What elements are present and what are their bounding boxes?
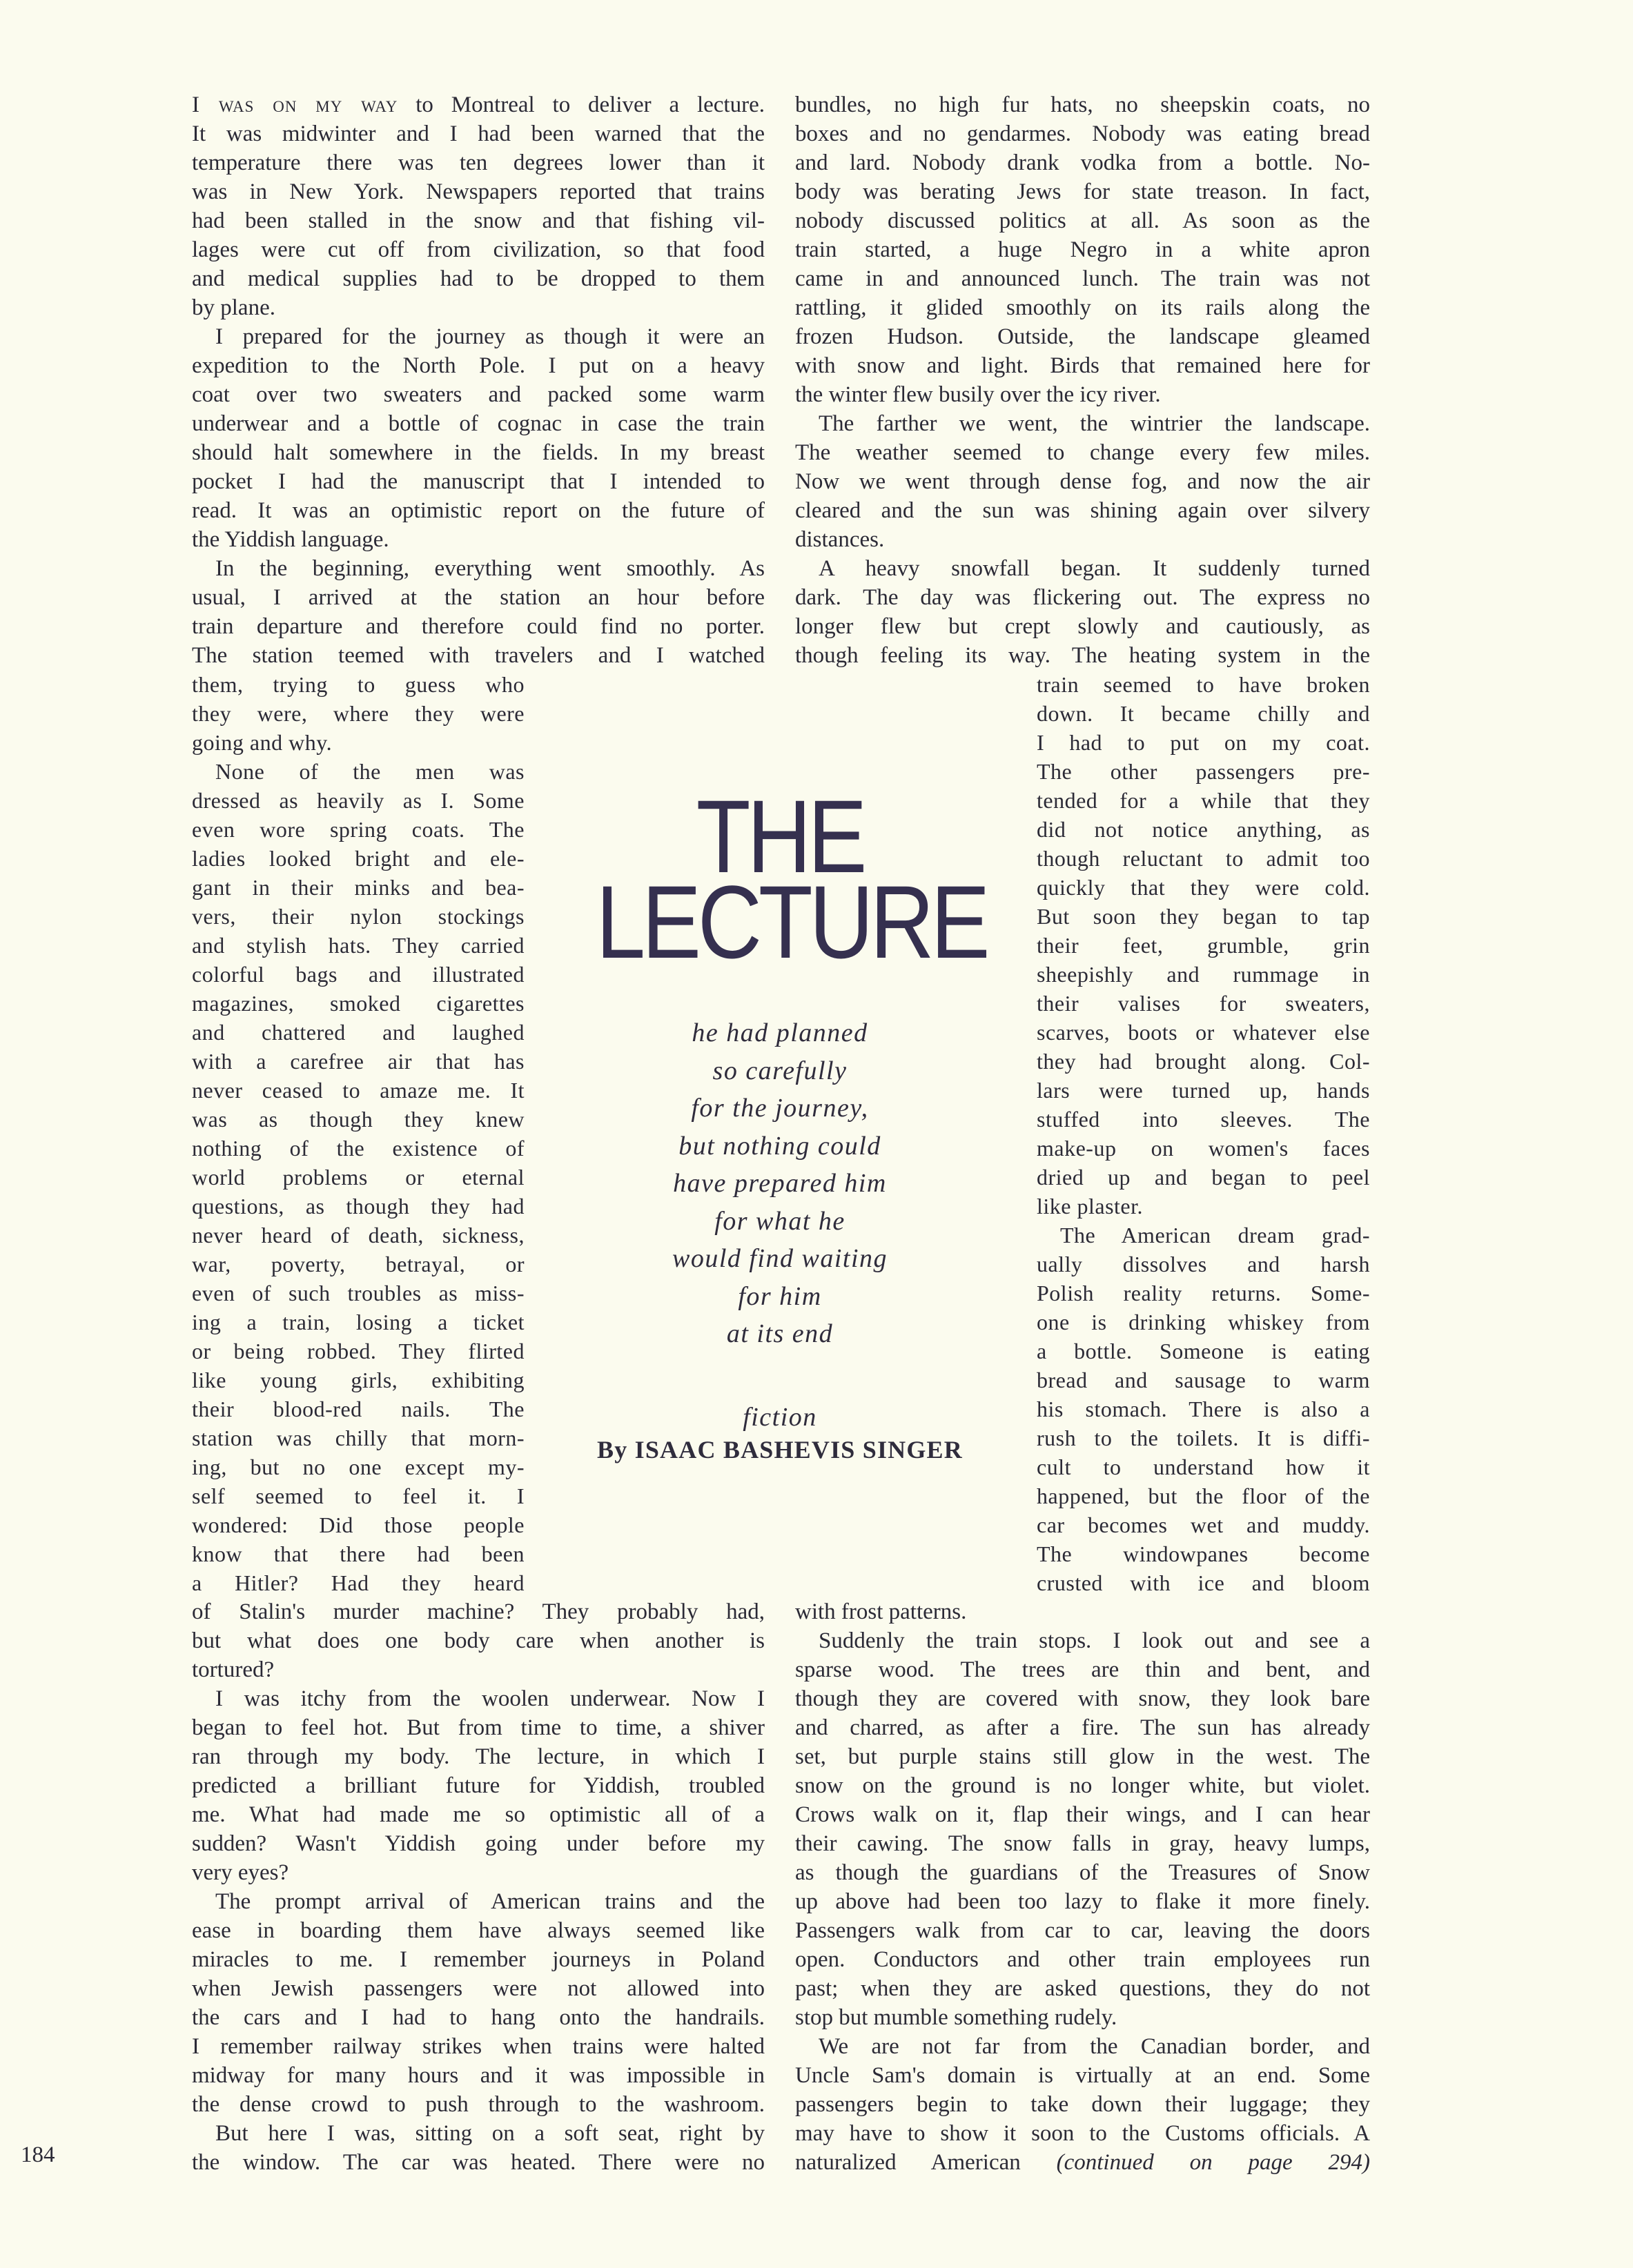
text-line: their feet, grumble, grin	[1037, 933, 1370, 958]
text-line: up above had been too lazy to flake it more finely.	[795, 1889, 1370, 1914]
text-line: set, but purple stains still glow in the west. The	[795, 1744, 1370, 1769]
text-line: down. It became chilly and	[1037, 701, 1370, 726]
text-line: dressed as heavily as I. Some	[192, 788, 525, 813]
text-line: though they are covered with snow, they look bare	[795, 1686, 1370, 1711]
text-line: but what does one body care when another is	[192, 1628, 765, 1653]
text-line: distances.	[795, 527, 885, 552]
text-line: magazines, smoked cigarettes	[192, 991, 525, 1016]
text-line: his stomach. There is also a	[1037, 1397, 1370, 1421]
text-line: Crows walk on it, flap their wings, and I can hear	[795, 1802, 1370, 1827]
text-line: the window. The car was heated. There were no	[192, 2150, 765, 2175]
text-line: The farther we went, the wintrier the landscape.	[819, 411, 1370, 436]
text-line: The other passengers pre-	[1037, 759, 1370, 784]
text-line: and chattered and laughed	[192, 1020, 525, 1045]
text-line: A heavy snowfall began. It suddenly turned	[819, 556, 1370, 581]
text-line: Polish reality returns. Some-	[1037, 1281, 1370, 1305]
text-line: make-up on women's faces	[1037, 1136, 1370, 1161]
deck-line: have prepared him	[673, 1169, 887, 1198]
text-line: The windowpanes become	[1037, 1541, 1370, 1566]
text-line: expedition to the North Pole. I put on a heavy	[192, 353, 765, 378]
text-line: never ceased to amaze me. It	[192, 1078, 525, 1103]
text-line: usual, I arrived at the station an hour before	[192, 585, 765, 610]
text-line: cleared and the sun was shining again over silvery	[795, 498, 1370, 523]
text-line: even of such troubles as miss-	[192, 1281, 525, 1305]
deck-line: for him	[738, 1281, 822, 1311]
text-line: cult to understand how it	[1037, 1455, 1370, 1479]
text-line: ually dissolves and harsh	[1037, 1252, 1370, 1276]
text-line: Suddenly the train stops. I look out and see a	[819, 1628, 1370, 1653]
text-line: began to feel hot. But from time to time, a shiver	[192, 1715, 765, 1740]
text-line: one is drinking whiskey from	[1037, 1310, 1370, 1334]
text-line: I had to put on my coat.	[1037, 730, 1370, 755]
text-line: like plaster.	[1037, 1194, 1144, 1219]
text-line: midway for many hours and it was impossible in	[192, 2063, 765, 2088]
text-line: The prompt arrival of American trains and the	[215, 1889, 765, 1914]
text-line: sudden? Wasn't Yiddish going under before my	[192, 1831, 765, 1856]
text-line: passengers begin to take down their luggage; they	[795, 2092, 1370, 2117]
text-line: We are not far from the Canadian border, and	[819, 2034, 1370, 2059]
text-line: But soon they began to tap	[1037, 904, 1370, 929]
text-line: dried up and began to peel	[1037, 1165, 1370, 1190]
text-line: rush to the toilets. It is diffi-	[1037, 1426, 1370, 1450]
byline: By ISAAC BASHEVIS SINGER	[597, 1436, 963, 1463]
text-line: was in New York. Newspapers reported that trains	[192, 179, 765, 204]
text-line: past; when they are asked questions, they do not	[795, 1976, 1370, 2001]
text-line: and medical supplies had to be dropped to them	[192, 266, 765, 291]
opening-smallcaps: I was on my way	[192, 92, 398, 117]
text-line: train seemed to have broken	[1037, 672, 1370, 697]
text-line: The weather seemed to change every few miles.	[795, 440, 1370, 465]
text-line: ran through my body. The lecture, in which I	[192, 1744, 765, 1769]
text-line: coat over two sweaters and packed some warm	[192, 382, 765, 407]
text-line: may have to show it soon to the Customs officials. A	[795, 2121, 1370, 2146]
opening-rest: to Montreal to deliver a lecture.	[398, 92, 765, 117]
text-line: sheepishly and rummage in	[1037, 962, 1370, 987]
text-line: body was berating Jews for state treason. In fact,	[795, 179, 1370, 204]
text-line: very eyes?	[192, 1860, 289, 1885]
deck-line: but nothing could	[678, 1131, 881, 1161]
text-line: In the beginning, everything went smoothly. As	[215, 556, 765, 581]
text-line: I prepared for the journey as though it were an	[215, 324, 765, 349]
text-line: gant in their minks and bea-	[192, 875, 525, 900]
deck-line: would find waiting	[672, 1244, 888, 1273]
text-line: came in and announced lunch. The train was not	[795, 266, 1370, 291]
text-line: me. What had made me so optimistic all of a	[192, 1802, 765, 1827]
text-line: stuffed into sleeves. The	[1037, 1107, 1370, 1132]
text-line: the winter flew busily over the icy river.	[795, 382, 1161, 407]
text-line: they were, where they were	[192, 701, 525, 726]
text-line: did not notice anything, as	[1037, 817, 1370, 842]
final-line	[795, 2148, 1370, 2177]
text-line: Uncle Sam's domain is virtually at an end. Some	[795, 2063, 1370, 2088]
text-line: tended for a while that they	[1037, 788, 1370, 813]
text-line: snow on the ground is no longer white, but violet.	[795, 1773, 1370, 1798]
text-line: happened, but the floor of the	[1037, 1483, 1370, 1508]
text-line: nothing of the existence of	[192, 1136, 525, 1161]
text-line: them, trying to guess who	[192, 672, 525, 697]
article-title	[566, 778, 994, 980]
text-line	[192, 90, 765, 119]
text-line: underwear and a bottle of cognac in case the train	[192, 411, 765, 436]
text-line: sparse wood. The trees are thin and bent, and	[795, 1657, 1370, 1682]
text-line: But here I was, sitting on a soft seat, right by	[215, 2121, 765, 2146]
text-line: even wore spring coats. The	[192, 817, 525, 842]
text-line: when Jewish passengers were not allowed into	[192, 1976, 765, 2001]
text-line: war, poverty, betrayal, or	[192, 1252, 525, 1276]
text-line: train departure and therefore could find no porter.	[192, 614, 765, 639]
text-line: with a carefree air that has	[192, 1049, 525, 1074]
text-line: know that there had been	[192, 1541, 525, 1566]
text-line: colorful bags and illustrated	[192, 962, 525, 987]
title-line-2: LECTURE	[596, 864, 987, 980]
text-line: station was chilly that morn-	[192, 1426, 525, 1450]
text-line: or being robbed. They flirted	[192, 1339, 525, 1363]
text-line: ing a train, losing a ticket	[192, 1310, 525, 1334]
text-line: their blood-red nails. The	[192, 1397, 525, 1421]
text-line: their valises for sweaters,	[1037, 991, 1370, 1016]
text-line: tortured?	[192, 1657, 275, 1682]
text-line: self seemed to feel it. I	[192, 1483, 525, 1508]
text-line: the Yiddish language.	[192, 527, 389, 552]
text-line: The station teemed with travelers and I watched	[192, 643, 765, 668]
text-line: like young girls, exhibiting	[192, 1368, 525, 1392]
text-line: None of the men was	[215, 759, 525, 784]
page-number: 184	[21, 2142, 55, 2167]
text-line: nobody discussed politics at all. As soon as the	[795, 208, 1370, 233]
text-line: the dense crowd to push through to the washroom.	[192, 2092, 765, 2117]
text-line: bundles, no high fur hats, no sheepskin coats, no	[795, 92, 1370, 117]
text-line: world problems or eternal	[192, 1165, 525, 1190]
text-line: though feeling its way. The heating system in the	[795, 643, 1370, 668]
text-line: frozen Hudson. Outside, the landscape gleamed	[795, 324, 1370, 349]
text-line: lages were cut off from civilization, so that food	[192, 237, 765, 262]
text-line: read. It was an optimistic report on the future of	[192, 498, 765, 523]
deck-line: he had planned	[692, 1018, 868, 1047]
text-line: pocket I had the manuscript that I intended to	[192, 469, 765, 494]
text-line: rattling, it glided smoothly on its rails along the	[795, 295, 1370, 320]
text-line: open. Conductors and other train employees run	[795, 1947, 1370, 1972]
genre-label: fiction	[743, 1403, 817, 1432]
text-line: wondered: Did those people	[192, 1512, 525, 1537]
text-line: a bottle. Someone is eating	[1037, 1339, 1370, 1363]
deck-line: for the journey,	[691, 1094, 869, 1123]
text-line: Now we went through dense fog, and now the air	[795, 469, 1370, 494]
text-line: was as though they knew	[192, 1107, 525, 1132]
text-line: with frost patterns.	[795, 1599, 967, 1624]
text-line: as though the guardians of the Treasures of Snow	[795, 1860, 1370, 1885]
deck-line: for what he	[714, 1206, 845, 1236]
text-line: The American dream grad-	[1060, 1223, 1370, 1248]
text-line: ladies looked bright and ele-	[192, 846, 525, 871]
text-line: and charred, as after a fire. The sun has already	[795, 1715, 1370, 1740]
text-line: their cawing. The snow falls in gray, heavy lumps,	[795, 1831, 1370, 1856]
text-line: I was itchy from the woolen underwear. Now I	[215, 1686, 765, 1711]
text-line: predicted a brilliant future for Yiddish, troubled	[192, 1773, 765, 1798]
text-line: I remember railway strikes when trains were halted	[192, 2034, 765, 2059]
text-line: they had brought along. Col-	[1037, 1049, 1370, 1074]
text-line: and stylish hats. They carried	[192, 933, 525, 958]
text-line: had been stalled in the snow and that fishing vil-	[192, 208, 765, 233]
text-line: by plane.	[192, 295, 275, 320]
text-line: lars were turned up, hands	[1037, 1078, 1370, 1103]
deck-line: at its end	[726, 1319, 834, 1348]
final-line-text: naturalized American	[795, 2150, 1021, 2175]
text-line: a Hitler? Had they heard	[192, 1570, 525, 1595]
text-line: the cars and I had to hang onto the handrails.	[192, 2005, 765, 2030]
title-line-1: THE	[696, 778, 864, 894]
text-line: boxes and no gendarmes. Nobody was eating bread	[795, 121, 1370, 146]
text-line: longer flew but crept slowly and cautiously, as	[795, 614, 1370, 639]
text-line: with snow and light. Birds that remained here for	[795, 353, 1370, 378]
text-line: dark. The day was flickering out. The express no	[795, 585, 1370, 610]
text-line: quickly that they were cold.	[1037, 875, 1370, 900]
text-line: vers, their nylon stockings	[192, 904, 525, 929]
text-line: stop but mumble something rudely.	[795, 2005, 1117, 2030]
text-line: train started, a huge Negro in a white apron	[795, 237, 1370, 262]
text-line: Passengers walk from car to car, leaving the doors	[795, 1918, 1370, 1943]
text-line: questions, as though they had	[192, 1194, 525, 1219]
text-line: ing, but no one except my-	[192, 1455, 525, 1479]
deck-line: so carefully	[712, 1056, 848, 1085]
text-line: crusted with ice and bloom	[1037, 1570, 1370, 1595]
text-line: miracles to me. I remember journeys in Poland	[192, 1947, 765, 1972]
text-line: temperature there was ten degrees lower than it	[192, 150, 765, 175]
text-line: scarves, boots or whatever else	[1037, 1020, 1370, 1045]
article-deck	[566, 1014, 994, 1353]
text-line: never heard of death, sickness,	[192, 1223, 525, 1248]
continued-note: (continued on page 294)	[1056, 2150, 1370, 2175]
text-line: though reluctant to admit too	[1037, 846, 1370, 871]
text-line: of Stalin's murder machine? They probably had,	[192, 1599, 765, 1624]
text-line: and lard. Nobody drank vodka from a bottle. No-	[795, 150, 1370, 175]
text-line: should halt somewhere in the fields. In my breast	[192, 440, 765, 465]
text-line: ease in boarding them have always seemed like	[192, 1918, 765, 1943]
text-line: going and why.	[192, 730, 333, 755]
text-line: It was midwinter and I had been warned that the	[192, 121, 765, 146]
text-line: bread and sausage to warm	[1037, 1368, 1370, 1392]
text-line: car becomes wet and muddy.	[1037, 1512, 1370, 1537]
